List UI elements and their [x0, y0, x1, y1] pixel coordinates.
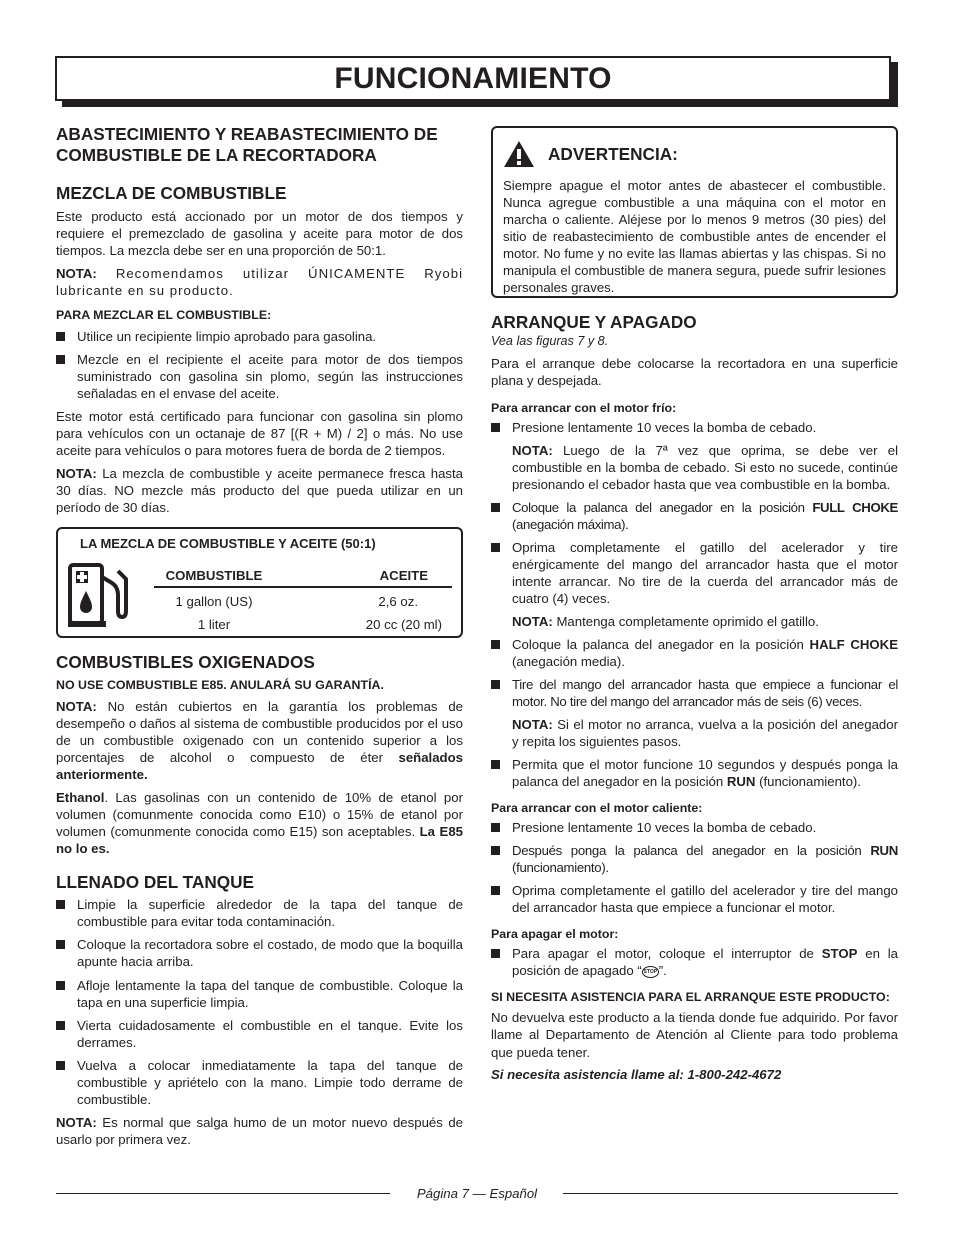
- paragraph-ethanol: Ethanol. Las gasolinas con un contenido de 10% de etanol por volumen (comunmente conocida como E10) o 15% de etanol por volumen (comunmente conocida como E15) son aceptables. La E85 no lo es.: [56, 789, 463, 857]
- hot-start-list: [491, 819, 898, 916]
- warning-triangle-icon: [503, 140, 535, 168]
- note-oxygenated: NOTA: No están cubiertos en la garantía los problemas de desempeño o daños al sistema de combustible producidos por el uso de un combustible oxigenado con un contenido superior a los porcentajes de alcohol o compuesto de éter señalados anteriormente.: [56, 698, 463, 782]
- tank-steps-list: [56, 896, 463, 1107]
- fuel-oil-mix-table: [56, 527, 463, 638]
- subheading-help: SI NECESITA ASISTENCIA PARA EL ARRANQUE ESTE PRODUCTO:: [491, 990, 890, 1005]
- warning-e85: NO USE COMBUSTIBLE E85. ANULARÁ SU GARANTÍA.: [56, 677, 384, 692]
- cold-start-list-2: [491, 499, 898, 607]
- warning-text: Siempre apague el motor antes de abastecer el combustible. Nunca agregue combustible a una máquina con el motor en marcha o caliente. Aléjese por lo menos 9 metros (30 pies) del sitio de reabastecimiento de combustible antes de encender el motor. No fume y no evite las llamas abiertas y las chispas. Si no manipula el combustible de manera segura, puede sufrir lesiones personales graves.: [503, 178, 886, 296]
- fuel-pump-icon: [68, 563, 130, 627]
- list-item: Tire del mango del arrancador hasta que empiece a funcionar el motor. No tire del mango del arrancador más de seis (6) veces.: [491, 676, 898, 710]
- list-item: Limpie la superficie alrededor de la tapa del tanque de combustible para evitar toda contaminación.: [56, 896, 463, 930]
- subheading-cold-start: Para arrancar con el motor frío:: [491, 400, 677, 415]
- subheading-to-mix: PARA MEZCLAR EL COMBUSTIBLE:: [56, 308, 272, 323]
- cold-start-list-4: [491, 756, 898, 790]
- cold-start-list-3: [491, 636, 898, 710]
- figure-reference: Vea las figuras 7 y 8.: [491, 334, 609, 349]
- list-item: Permita que el motor funcione 10 segundos y después ponga la palanca del anegador en la posición RUN (funcionamiento).: [491, 756, 898, 790]
- list-item: Presione lentamente 10 veces la bomba de cebado.: [491, 819, 898, 836]
- list-item: Coloque la palanca del anegador en la posición HALF CHOKE (anegación media).: [491, 636, 898, 670]
- heading-fill-tank: LLENADO DEL TANQUE: [56, 872, 254, 893]
- table-header: COMBUSTIBLE ACEITE: [154, 567, 452, 588]
- paragraph-help: No devuelva este producto a la tienda donde fue adquirido. Por favor llame al Departamento de Atención al Cliente para todo problema que pueda tener.: [491, 1010, 898, 1060]
- heading-fuel-mix: MEZCLA DE COMBUSTIBLE: [56, 182, 287, 203]
- cold-start-list: [491, 419, 898, 436]
- table-row: 1 gallon (US) 2,6 oz.: [175, 594, 418, 610]
- table-row: 1 liter 20 cc (20 ml): [197, 616, 442, 632]
- stop-switch-icon: STOP: [642, 966, 659, 978]
- paragraph-start-surface: Para el arranque debe colocarse la recortadora en una superficie plana y despejada.: [491, 355, 898, 388]
- heading-oxygenated-fuels: COMBUSTIBLES OXIGENADOS: [56, 652, 315, 673]
- paragraph-octane: Este motor está certificado para funcionar con gasolina sin plomo para vehículos con un octanaje de 87 [(R + M) / 2] o más. No use aceite para vehículos o para motores fuera de borda de 2 tiempos.: [56, 409, 463, 459]
- warning-title: ADVERTENCIA:: [548, 143, 678, 164]
- page-title: FUNCIONAMIENTO: [55, 56, 891, 101]
- list-item: Después ponga la palanca del anegador en la posición RUN (funcionamiento).: [491, 842, 898, 876]
- help-phone: Si necesita asistencia llame al: 1-800-242-4672: [491, 1066, 782, 1082]
- note-trigger: NOTA: Mantenga completamente oprimido el gatillo.: [512, 613, 819, 629]
- mix-table-title: LA MEZCLA DE COMBUSTIBLE Y ACEITE (50:1): [80, 536, 376, 552]
- right-column: [491, 126, 898, 1083]
- subheading-hot-start: Para arrancar con el motor caliente:: [491, 801, 703, 816]
- list-item: Para apagar el motor, coloque el interruptor de STOP en la posición de apagado “ STOP ”.: [491, 945, 898, 979]
- section-heading-fueling: ABASTECIMIENTO Y REABASTECIMIENTO DE COMBUSTIBLE DE LA RECORTADORA: [56, 124, 438, 166]
- list-item: Utilice un recipiente limpio aprobado para gasolina.: [56, 328, 463, 345]
- note-mix-freshness: NOTA: La mezcla de combustible y aceite permanece fresca hasta 30 días. NO mezcle más producto del que pueda utilizar en un período de 30 días.: [56, 466, 463, 516]
- list-item: Coloque la palanca del anegador en la posición FULL CHOKE (anegación máxima).: [491, 499, 898, 533]
- page-footer: Página 7 — Español: [416, 1186, 538, 1201]
- stop-list: [491, 945, 898, 979]
- list-item: Presione lentamente 10 veces la bomba de cebado.: [491, 419, 898, 436]
- list-item: Afloje lentamente la tapa del tanque de combustible. Coloque la tapa en una superficie limpia.: [56, 977, 463, 1011]
- list-item: Mezcle en el recipiente el aceite para motor de dos tiempos suministrado con gasolina sin plomo, según las instrucciones señaladas en el envase del aceite.: [56, 351, 463, 402]
- mix-table-grid: [154, 567, 452, 632]
- list-item: Coloque la recortadora sobre el costado, de modo que la boquilla apunte hacia arriba.: [56, 936, 463, 970]
- heading-start-stop: ARRANQUE Y APAGADO: [491, 312, 697, 332]
- note-ryobi-lubricant: NOTA: Recomendamos utilizar ÚNICAMENTE Ryobi lubricante en su producto.: [56, 266, 463, 299]
- note-no-start: NOTA: Si el motor no arranca, vuelva a la posición del anegador y repita los siguientes pasos.: [512, 717, 898, 750]
- mix-steps-list: [56, 328, 463, 402]
- list-item: Vierta cuidadosamente el combustible en el tanque. Evite los derrames.: [56, 1017, 463, 1051]
- list-item: Vuelva a colocar inmediatamente la tapa del tanque de combustible y apriételo con la mano. Limpie todo derrame de combustible.: [56, 1057, 463, 1108]
- warning-header: [503, 140, 678, 168]
- note-new-engine-smoke: NOTA: Es normal que salga humo de un motor nuevo después de usarlo por primera vez.: [56, 1114, 463, 1147]
- subheading-stop-engine: Para apagar el motor:: [491, 927, 619, 942]
- list-item: Oprima completamente el gatillo del acelerador y tire del mango del arrancador hasta que empiece a funcionar el motor.: [491, 882, 898, 916]
- note-primer: NOTA: Luego de la 7ª vez que oprima, se debe ver el combustible en la bomba de cebado. Si esto no sucede, continúe presionando el cebador hasta que vea combustible en la bomba.: [512, 442, 898, 492]
- list-item: Oprima completamente el gatillo del acelerador y tire enérgicamente del mango del arrancador hasta que el motor intente arrancar. No tire de la cuerda del arrancador más de cuatro (4) veces.: [491, 539, 898, 607]
- warning-box: [491, 126, 898, 298]
- paragraph-fuel-mix: Este producto está accionado por un motor de dos tiempos y requiere el premezclado de gasolina y aceite para motor de dos tiempos. La mezcla debe ser en una proporción de 50:1.: [56, 208, 463, 259]
- left-column: [56, 124, 463, 1148]
